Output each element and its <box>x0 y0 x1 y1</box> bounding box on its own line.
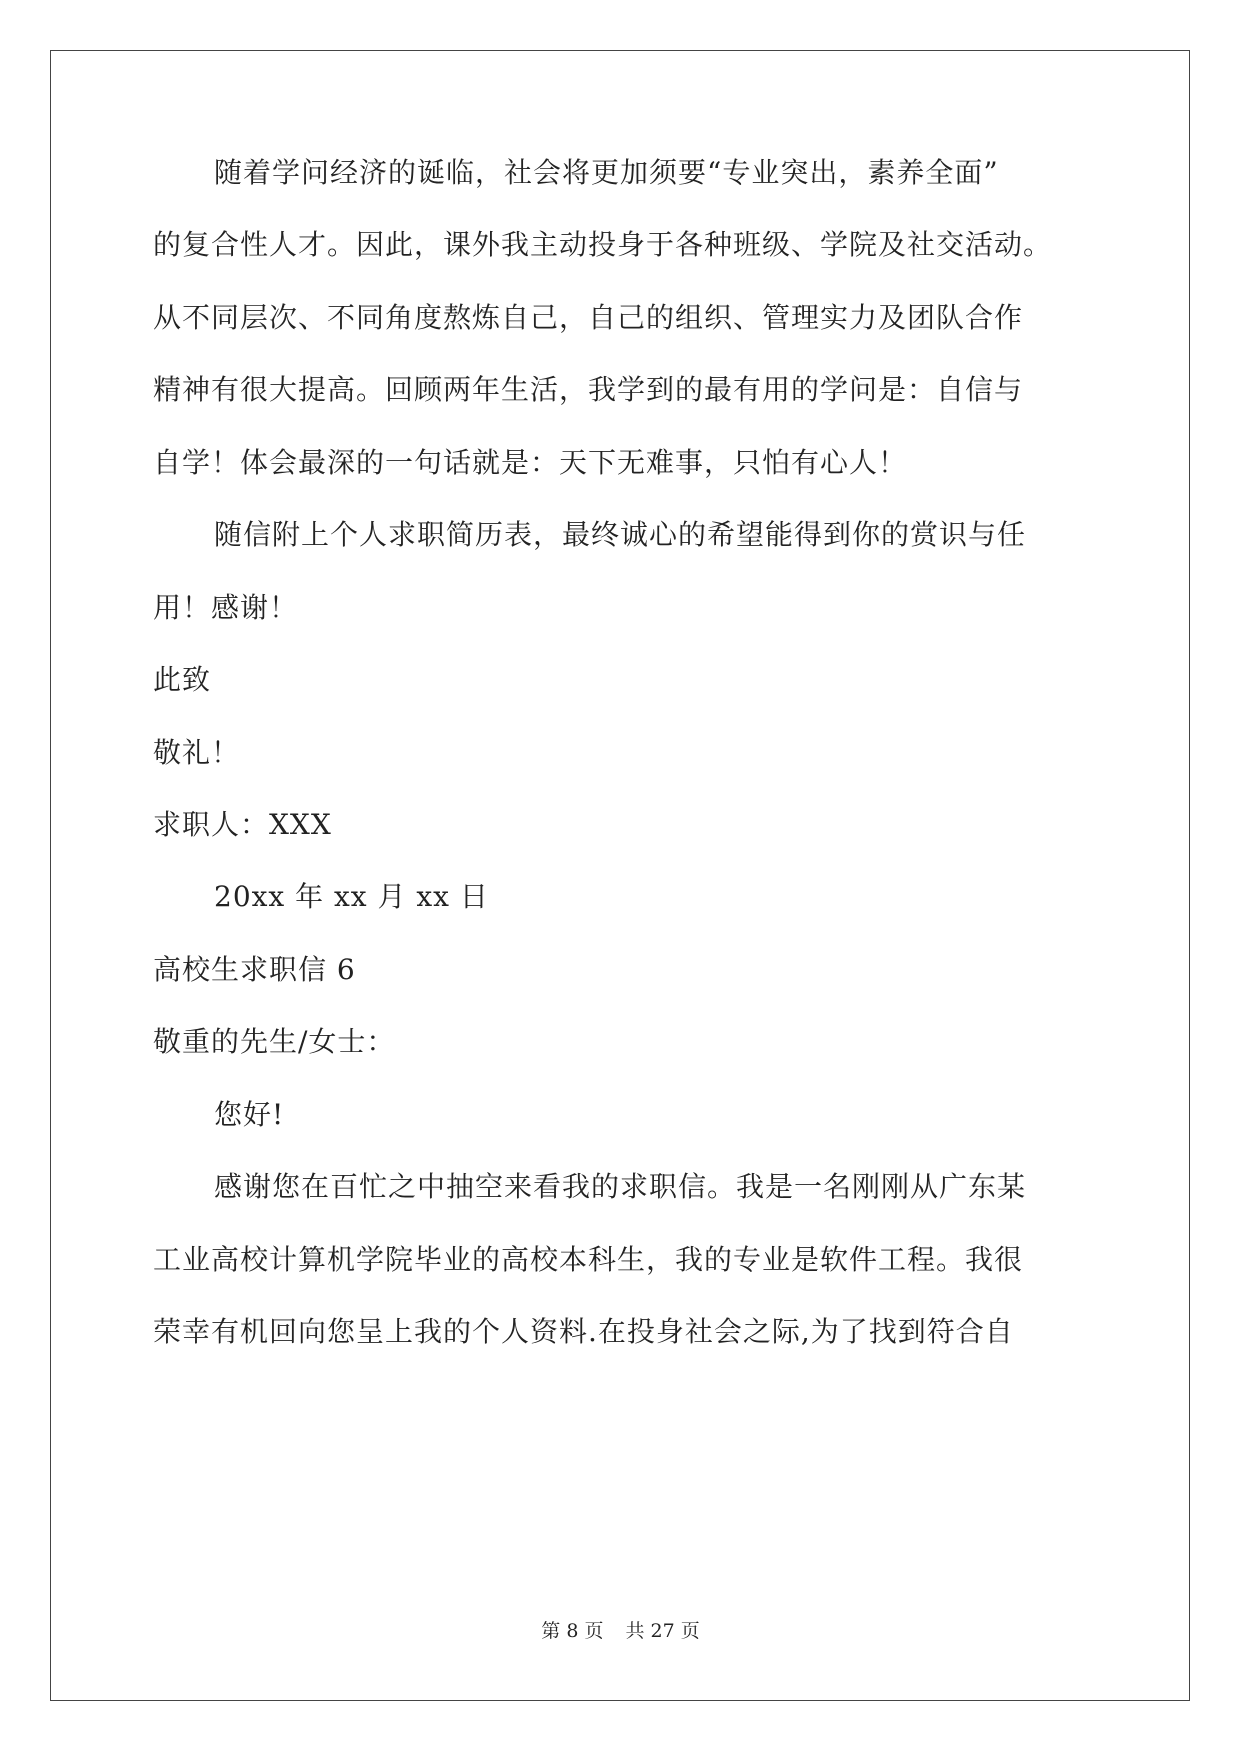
greeting-line: 您好! <box>214 1098 285 1131</box>
paragraph-line: 随着学问经济的诞临，社会将更加须要“专业突出，素养全面” <box>214 156 999 189</box>
signature-line: 求职人：XXX <box>153 808 332 841</box>
date-line: 20xx 年 xx 月 xx 日 <box>214 880 489 913</box>
paragraph-line: 用！感谢！ <box>153 591 299 624</box>
page-footer <box>0 1619 1241 1643</box>
section-title: 高校生求职信 6 <box>153 953 356 986</box>
salutation-line: 敬礼！ <box>153 736 241 769</box>
page-number: 第 8 页 <box>541 1620 604 1642</box>
page-total: 共 27 页 <box>625 1620 700 1642</box>
paragraph-line: 随信附上个人求职简历表，最终诚心的希望能得到你的赏识与任 <box>214 518 1027 551</box>
paragraph-line: 工业高校计算机学院毕业的高校本科生，我的专业是软件工程。我很 <box>153 1243 1024 1276</box>
paragraph-line: 从不同层次、不同角度熬炼自己，自己的组织、管理实力及团队合作 <box>153 301 1024 334</box>
paragraph-line: 自学！体会最深的一句话就是：天下无难事，只怕有心人！ <box>153 446 908 479</box>
paragraph-line: 精神有很大提高。回顾两年生活，我学到的最有用的学问是：自信与 <box>153 373 1024 406</box>
paragraph-line: 感谢您在百忙之中抽空来看我的求职信。我是一名刚刚从广东某 <box>214 1170 1027 1203</box>
paragraph-line: 的复合性人才。因此，课外我主动投身于各种班级、学院及社交活动。 <box>153 228 1053 261</box>
paragraph-line: 荣幸有机回向您呈上我的个人资料.在投身社会之际,为了找到符合自 <box>153 1315 1014 1348</box>
closing-line: 此致 <box>153 663 212 696</box>
greeting-line: 敬重的先生/女士： <box>153 1025 396 1058</box>
